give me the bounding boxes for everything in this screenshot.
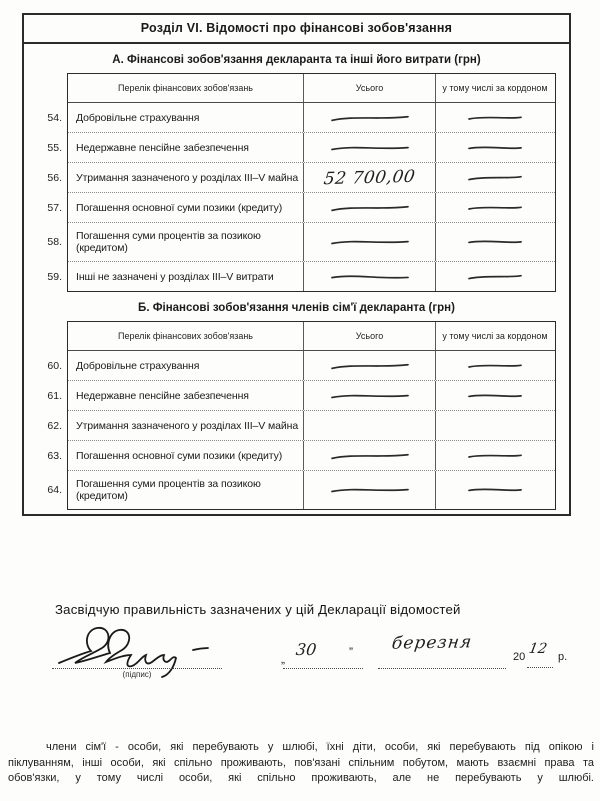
total-cell-empty [303, 411, 435, 440]
section-b-title: Б. Фінансові зобов'язання членів сім'ї декларанта (грн) [138, 302, 455, 314]
row-label: Утримання зазначеного у розділах III–V майна [76, 171, 299, 184]
table-row [47, 222, 555, 261]
day-line [283, 667, 363, 669]
row-number: 62. [47, 419, 62, 432]
row-number: 56. [47, 171, 62, 184]
dash-stroke [466, 484, 523, 495]
dash-stroke [467, 361, 524, 371]
abroad-cell-dash [435, 441, 554, 470]
handwritten-year: 12 [527, 641, 549, 657]
row-number: 54. [47, 111, 62, 124]
dash-stroke [466, 271, 523, 282]
table-row [47, 380, 555, 410]
table-row [47, 440, 555, 470]
dash-stroke [328, 202, 410, 214]
total-cell-dash [303, 351, 435, 380]
row-label: Недержавне пенсійне забезпечення [76, 141, 249, 154]
section-vi-form [22, 13, 571, 516]
abroad-cell-dash [435, 262, 554, 291]
table-row [47, 410, 555, 440]
row-number: 55. [47, 141, 62, 154]
abroad-cell-dash [435, 163, 554, 192]
dash-stroke [466, 172, 523, 183]
row-number: 58. [47, 236, 62, 248]
dash-stroke [466, 236, 523, 247]
table-header-row [68, 74, 555, 103]
family-members-footnote: члени сім'ї - особи, які перебувають у шлюбі, їхні діти, особи, які перебувають під опікою і піклуванням, інші особи, які спільно проживають, пов'язані спільним побутом, мають взаємні права та обов'язки, у тому числі особи, які спільно проживають, але не перебувають у шлюбі. [8, 741, 594, 784]
row-number: 61. [47, 389, 62, 402]
abroad-cell-dash [435, 381, 554, 410]
dash-stroke [329, 143, 411, 153]
table-header-row [68, 322, 555, 351]
row-label: Утримання зазначеного у розділах III–V майна [76, 419, 299, 432]
row-label: Добровільне страхування [76, 359, 200, 372]
date-quote-close: ” [349, 645, 353, 659]
total-cell-dash [303, 441, 435, 470]
year-suffix: р. [558, 651, 568, 663]
row-number: 57. [47, 201, 62, 214]
column-header-abroad: у тому числі за кордоном [435, 322, 554, 350]
total-cell-dash [303, 262, 435, 291]
year-prefix: 20 [513, 651, 526, 663]
row-label: Погашення суми процентів за позикою (кредитом) [76, 230, 261, 254]
section-b-rows [47, 351, 555, 509]
row-number: 59. [47, 270, 62, 283]
table-row [47, 261, 555, 291]
dash-stroke [328, 360, 410, 372]
handwritten-amount: 52 700,00 [322, 166, 417, 189]
total-cell-dash [303, 193, 435, 222]
total-cell-dash [303, 381, 435, 410]
signature-caption: (підпис) [122, 670, 152, 679]
table-row [47, 132, 555, 162]
abroad-cell-dash [435, 193, 554, 222]
row-label: Погашення суми процентів за позикою (кредитом) [76, 478, 261, 502]
abroad-cell-empty [435, 411, 554, 440]
dash-stroke [466, 142, 523, 153]
section-a-table [47, 73, 556, 292]
total-cell-dash [303, 103, 435, 132]
dash-stroke [329, 237, 411, 247]
column-header-total: Усього [303, 74, 435, 102]
dash-stroke [328, 271, 410, 283]
table-row [47, 103, 555, 132]
table-row [47, 351, 555, 380]
abroad-cell-dash [435, 351, 554, 380]
year-line [527, 666, 553, 668]
column-header-list: Перелік фінансових зобов'язань [118, 331, 253, 341]
row-label: Недержавне пенсійне забезпечення [76, 389, 249, 402]
abroad-cell-dash [435, 223, 554, 261]
row-number: 63. [47, 449, 62, 462]
dash-stroke [328, 112, 410, 124]
section-b-table [47, 321, 556, 510]
section-a-title: А. Фінансові зобов'язання декларанта та інші його витрати (грн) [112, 54, 481, 66]
column-header-total: Усього [303, 322, 435, 350]
total-cell-dash [303, 133, 435, 162]
total-cell-dash [303, 471, 435, 509]
dash-stroke [467, 203, 524, 213]
table-row [47, 192, 555, 222]
dash-stroke [466, 390, 523, 401]
total-cell-dash [303, 223, 435, 261]
column-header-list: Перелік фінансових зобов'язань [118, 83, 253, 93]
dash-stroke [467, 451, 524, 461]
dash-stroke [329, 485, 411, 495]
column-header-abroad: у тому числі за кордоном [435, 74, 554, 102]
row-label: Інші не зазначені у розділах III–V витрати [76, 270, 274, 283]
total-cell-amount [303, 163, 435, 192]
signature-line [52, 667, 222, 669]
dash-stroke [329, 391, 411, 401]
page-title: Розділ VI. Відомості про фінансові зобов'язання [24, 15, 569, 44]
dash-stroke [328, 450, 410, 462]
table-row [47, 162, 555, 192]
abroad-cell-dash [435, 471, 554, 509]
table-row [47, 470, 555, 509]
row-number: 60. [47, 359, 62, 372]
dash-stroke [467, 113, 524, 123]
row-number: 64. [47, 484, 62, 496]
row-label: Погашення основної суми позики (кредиту) [76, 449, 283, 462]
handwritten-day: 30 [295, 640, 318, 659]
abroad-cell-dash [435, 103, 554, 132]
certification-statement: Засвідчую правильність зазначених у цій Декларації відомостей [55, 602, 461, 617]
month-line [378, 667, 506, 669]
date-quote-open: „ [281, 652, 285, 666]
row-label: Добровільне страхування [76, 111, 200, 124]
section-a-rows [47, 103, 555, 291]
handwritten-month: березня [390, 632, 474, 654]
row-label: Погашення основної суми позики (кредиту) [76, 201, 283, 214]
abroad-cell-dash [435, 133, 554, 162]
